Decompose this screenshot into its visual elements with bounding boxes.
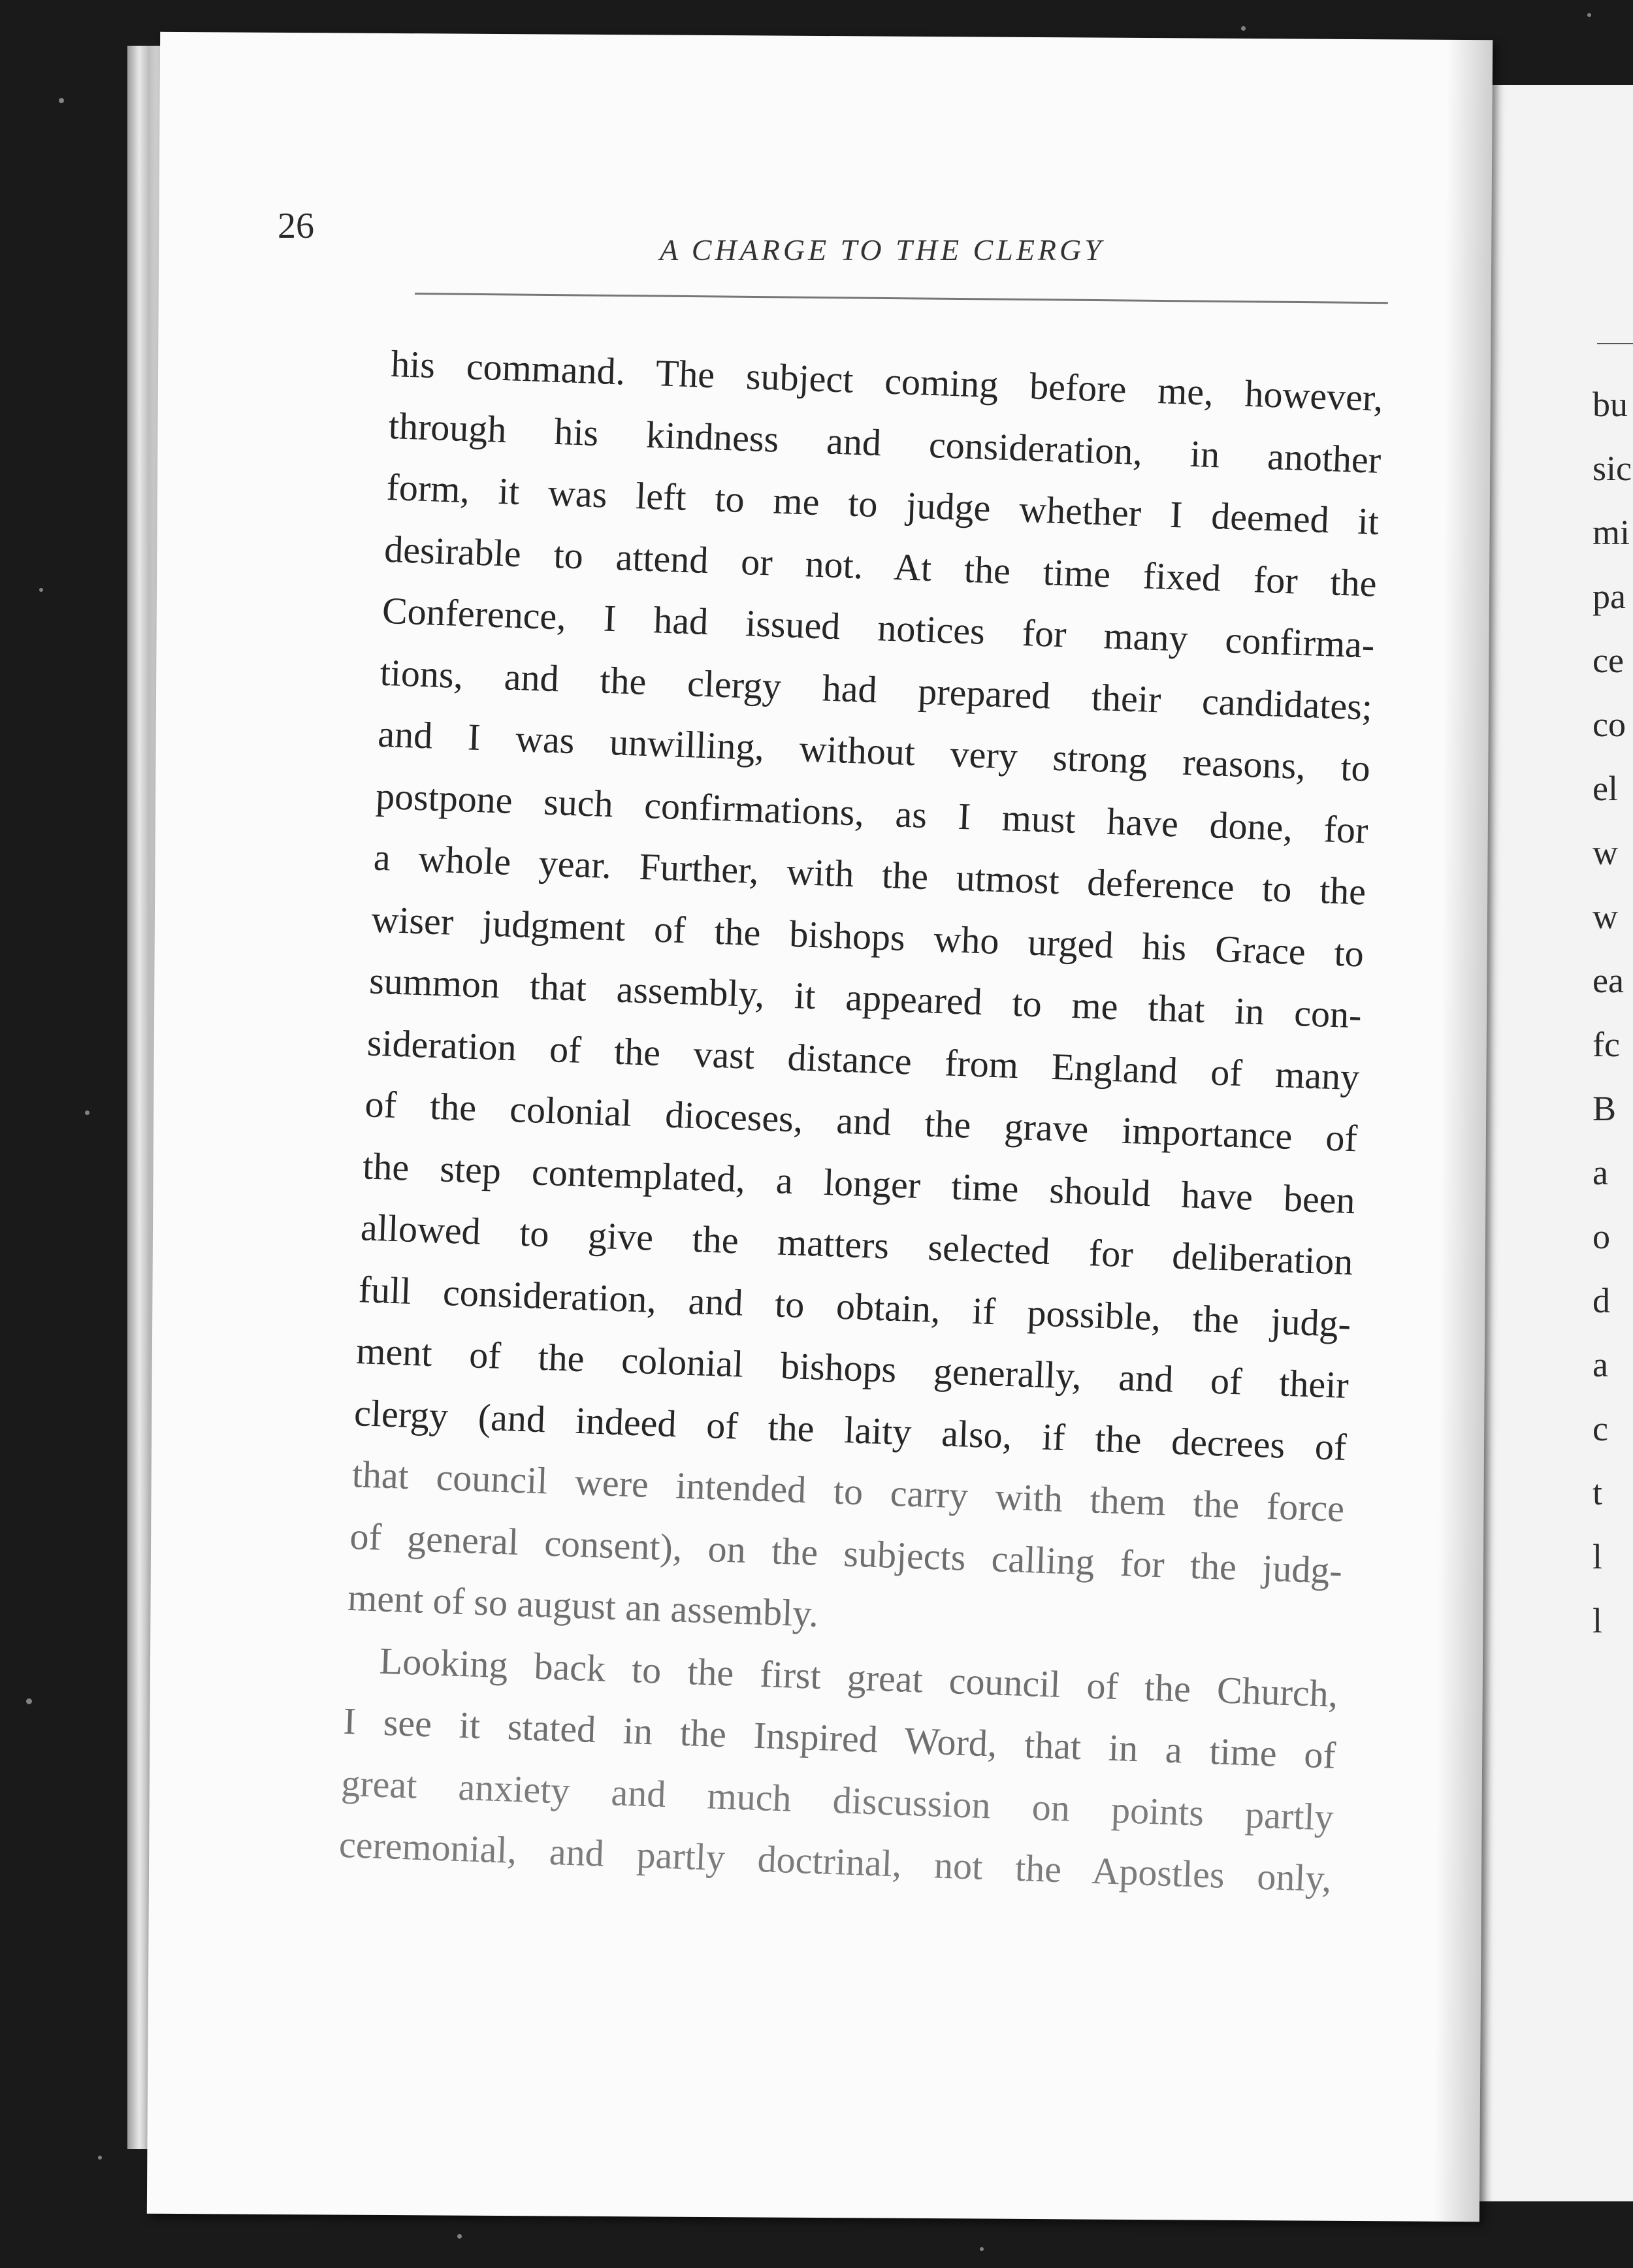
text-line: full consideration, and to obtain, if possible, the judg-: [357, 1267, 1352, 1345]
text-line: I see it stated in the Inspired Word, that in a time of: [342, 1699, 1337, 1777]
background-speck: [26, 1698, 32, 1704]
text-line: summon that assembly, it appeared to me that in con-: [368, 959, 1363, 1037]
facing-page-fragment: bu: [1593, 385, 1628, 424]
text-line: postpone such confirmations, as I must have done, for: [375, 774, 1369, 852]
background-speck: [457, 2234, 462, 2239]
facing-page-fragment: a: [1593, 1153, 1608, 1192]
background-speck: [1587, 13, 1591, 17]
facing-page-fragment: el: [1593, 769, 1618, 808]
facing-page-fragment: ce: [1593, 641, 1624, 680]
text-line: of the colonial dioceses, and the grave importance of: [364, 1082, 1359, 1160]
background-speck: [85, 1110, 89, 1115]
body-text: [338, 333, 1385, 1910]
text-line: desirable to attend or not. At the time fixed for the: [383, 527, 1378, 605]
facing-page-fragment: d: [1593, 1281, 1610, 1320]
text-line: a whole year. Further, with the utmost deference to the: [372, 835, 1367, 913]
text-line: tions, and the clergy had prepared their candidates;: [379, 651, 1374, 728]
facing-page-fragment: mi: [1593, 513, 1630, 552]
background-speck: [1241, 26, 1246, 31]
facing-page-fragment: pa: [1593, 577, 1626, 616]
facing-page-fragment: sic: [1593, 449, 1632, 488]
facing-page-fragment: co: [1593, 705, 1626, 744]
facing-page-fragment: w: [1593, 897, 1618, 936]
text-line: Looking back to the first great council of the Church,: [378, 1639, 1339, 1715]
text-line: through his kindness and consideration, in another: [387, 404, 1382, 481]
background-speck: [98, 2156, 102, 2160]
text-line: that council were intended to carry with them the force: [351, 1452, 1346, 1530]
text-line: and I was unwilling, without very strong reasons, to: [377, 712, 1371, 790]
facing-page-fragment: l: [1593, 1537, 1603, 1576]
facing-page-fragment: B: [1593, 1089, 1617, 1128]
facing-page-fragment: fc: [1593, 1025, 1620, 1064]
background-speck: [59, 98, 64, 103]
facing-page-head-rule: [1597, 343, 1633, 344]
text-line: wiser judgment of the bishops who urged his Grace to: [370, 897, 1365, 975]
text-line: clergy (and indeed of the laity also, if the decrees of: [353, 1391, 1348, 1468]
background-speck: [39, 588, 43, 592]
text-line: his command. The subject coming before me, however,: [390, 342, 1384, 419]
text-line: ment of so august an assembly.: [347, 1576, 820, 1635]
background-speck: [980, 2247, 984, 2251]
facing-page-fragment: c: [1593, 1409, 1608, 1448]
facing-page-fragment: l: [1593, 1601, 1603, 1640]
facing-page-fragment: w: [1593, 833, 1618, 872]
text-line: great anxiety and much discussion on points partly: [340, 1761, 1334, 1839]
text-line: sideration of the vast distance from England of many: [366, 1020, 1361, 1098]
facing-page-fragment: ea: [1593, 961, 1624, 1000]
text-line: of general consent), on the subjects calling for the judg-: [349, 1514, 1343, 1592]
text-line: form, it was left to me to judge whether I deemed it: [385, 465, 1380, 543]
facing-page-fragment: t: [1593, 1473, 1603, 1512]
running-title: A CHARGE TO THE CLERGY: [660, 233, 1105, 267]
facing-page-fragment: a: [1593, 1345, 1608, 1384]
text-line: Conference, I had issued notices for many confirma-: [381, 589, 1376, 666]
text-line: ceremonial, and partly doctrinal, not the Apostles only,: [338, 1822, 1333, 1900]
text-line: ment of the colonial bishops generally, and of their: [355, 1329, 1350, 1407]
page-number: 26: [278, 206, 314, 246]
text-line: allowed to give the matters selected for deliberation: [360, 1206, 1354, 1284]
facing-page-fragment: o: [1593, 1217, 1610, 1256]
text-line: the step contemplated, a longer time should have been: [362, 1144, 1356, 1222]
